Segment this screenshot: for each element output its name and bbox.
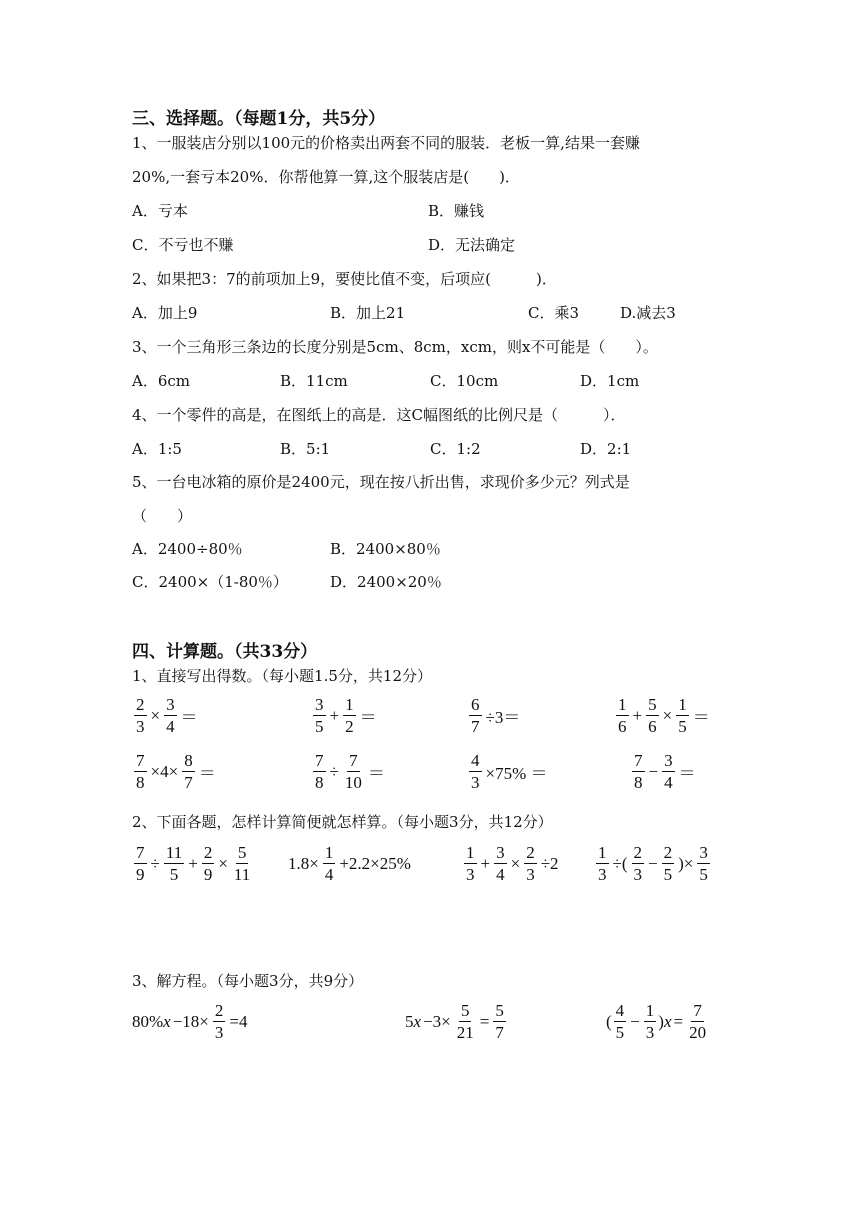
calc-expression-4: $\frac{1}{6}$ + $\frac{5}{6}$ × $\frac{1}{5}$ ＝: [618, 695, 710, 736]
q4-option-d: D．2:1: [580, 440, 632, 458]
q4-text: 4、一个零件的高是，在图纸上的高是．这C幅图纸的比例尺是（ ）．: [132, 406, 626, 424]
fraction: $\frac{6}{7}$: [471, 695, 480, 736]
q1-text-line1: 1、一服装店分别以100元的价格卖出两套不同的服装．老板一算,结果一套赚: [132, 134, 640, 152]
fraction: $\frac{2}{3}$: [633, 843, 642, 884]
fraction: $\frac{3}{5}$: [315, 695, 324, 736]
q3-option-d: D．1cm: [580, 372, 640, 390]
q4-option-b: B．5:1: [280, 440, 331, 458]
fraction: $\frac{1}{3}$: [466, 843, 475, 884]
equation-1: 80% x −18× $\frac{2}{3}$ =4: [132, 1001, 248, 1042]
simplify-expression-1: $\frac{7}{9}$ ÷ $\frac{11}{5}$ + $\frac{2}{9}$ × $\frac{5}{11}$: [136, 843, 251, 884]
q3-text: 3、一个三角形三条边的长度分别是5cm、8cm，xcm，则x不可能是（ ）。: [132, 338, 658, 356]
q5-text-line2: （ ）: [132, 507, 193, 525]
q1-option-d: D．无法确定: [428, 236, 516, 254]
fraction: $\frac{1}{6}$: [618, 695, 627, 736]
fraction: $\frac{2}{9}$: [203, 843, 213, 884]
fraction: $\frac{3}{5}$: [699, 843, 708, 884]
fraction: $\frac{7}{20}$: [689, 1001, 707, 1042]
calc-expression-3: $\frac{6}{7}$ ÷3＝: [471, 695, 521, 736]
q2-option-b: B．加上21: [330, 304, 406, 322]
simplify-expression-3: $\frac{1}{3}$ + $\frac{3}{4}$ × $\frac{2}{3}$ ÷2: [466, 843, 559, 884]
q3-option-a: A．6cm: [132, 372, 191, 390]
q4-option-a: A．1:5: [132, 440, 182, 458]
equation-3: ( $\frac{4}{5}$ − $\frac{1}{3}$ ) x = $\frac{7}{20}$: [606, 1001, 707, 1042]
part2-title: 2、下面各题，怎样计算简便就怎样算。（每小题3分，共12分）: [132, 813, 553, 831]
q5-option-b: B．2400×80％: [330, 540, 441, 558]
fraction: $\frac{2}{5}$: [663, 843, 673, 884]
fraction: $\frac{5}{21}$: [456, 1001, 474, 1042]
fraction: $\frac{5}{11}$: [233, 843, 251, 884]
equation-2: 5 x −3× $\frac{5}{21}$ = $\frac{5}{7}$: [405, 1001, 504, 1042]
fraction: $\frac{1}{3}$: [645, 1001, 655, 1042]
q2-option-c: C．乘3: [528, 304, 580, 322]
fraction: $\frac{7}{8}$: [315, 751, 324, 792]
simplify-expression-4: $\frac{1}{3}$ ÷( $\frac{2}{3}$ − $\frac{2}{5}$ )× $\frac{3}{5}$: [598, 843, 708, 884]
fraction: $\frac{11}{5}$: [165, 843, 183, 884]
q4-option-c: C．1:2: [430, 440, 481, 458]
fraction: $\frac{1}{4}$: [324, 843, 334, 884]
calc-expression-8: $\frac{7}{8}$ − $\frac{3}{4}$ ＝: [634, 751, 696, 792]
part3-title: 3、解方程。（每小题3分，共9分）: [132, 972, 364, 990]
q2-text: 2、如果把3：7的前项加上9，要使比值不变，后项应( )．: [132, 270, 557, 288]
part1-title: 1、直接写出得数。（每小题1.5分，共12分）: [132, 667, 432, 685]
fraction: $\frac{2}{3}$: [214, 1001, 224, 1042]
q3-option-b: B．11cm: [280, 372, 348, 390]
fraction: $\frac{5}{6}$: [648, 695, 657, 736]
q1-option-a: A．亏本: [132, 202, 188, 220]
calc-expression-5: $\frac{7}{8}$ ×4× $\frac{8}{7}$ ＝: [136, 751, 216, 792]
calc-expression-7: $\frac{4}{3}$ ×75% ＝: [471, 751, 548, 792]
q3-option-c: C．10cm: [430, 372, 499, 390]
q5-option-a: A．2400÷80％: [132, 540, 243, 558]
fraction: $\frac{2}{3}$: [136, 695, 145, 736]
q1-option-c: C．不亏也不赚: [132, 236, 234, 254]
fraction: $\frac{2}{3}$: [526, 843, 535, 884]
fraction: $\frac{8}{7}$: [184, 751, 193, 792]
calc-expression-2: $\frac{3}{5}$ + $\frac{1}{2}$ ＝: [315, 695, 377, 736]
fraction: $\frac{7}{10}$: [344, 751, 362, 792]
fraction: $\frac{3}{4}$: [166, 695, 175, 736]
fraction: $\frac{1}{2}$: [345, 695, 354, 736]
q5-option-c: C．2400×（1-80％）: [132, 573, 288, 591]
fraction: $\frac{5}{7}$: [495, 1001, 504, 1042]
simplify-expression-2: 1.8× $\frac{1}{4}$ +2.2×25%: [288, 843, 411, 884]
fraction: $\frac{1}{3}$: [598, 843, 607, 884]
section-4-title: 四、计算题。（共33分）: [132, 642, 318, 662]
fraction: $\frac{4}{3}$: [471, 751, 480, 792]
fraction: $\frac{7}{8}$: [634, 751, 643, 792]
section-3-title: 三、选择题。（每题1分，共5分）: [132, 109, 386, 129]
q5-text-line1: 5、一台电冰箱的原价是2400元，现在按八折出售，求现价多少元？列式是: [132, 473, 630, 491]
calc-expression-1: $\frac{2}{3}$ × $\frac{3}{4}$ ＝: [136, 695, 198, 736]
fraction: $\frac{7}{8}$: [136, 751, 145, 792]
q2-option-a: A．加上9: [132, 304, 198, 322]
fraction: $\frac{1}{5}$: [678, 695, 687, 736]
fraction: $\frac{7}{9}$: [136, 843, 145, 884]
fraction: $\frac{4}{5}$: [615, 1001, 625, 1042]
q1-text-line2: 20%,一套亏本20%．你帮他算一算,这个服装店是( )．: [132, 168, 520, 186]
calc-expression-6: $\frac{7}{8}$ ÷ $\frac{7}{10}$ ＝: [315, 751, 385, 792]
q2-option-d: D.减去3: [620, 304, 676, 322]
q1-option-b: B．赚钱: [428, 202, 485, 220]
fraction: $\frac{3}{4}$: [496, 843, 505, 884]
q5-option-d: D．2400×20％: [330, 573, 442, 591]
fraction: $\frac{3}{4}$: [664, 751, 673, 792]
